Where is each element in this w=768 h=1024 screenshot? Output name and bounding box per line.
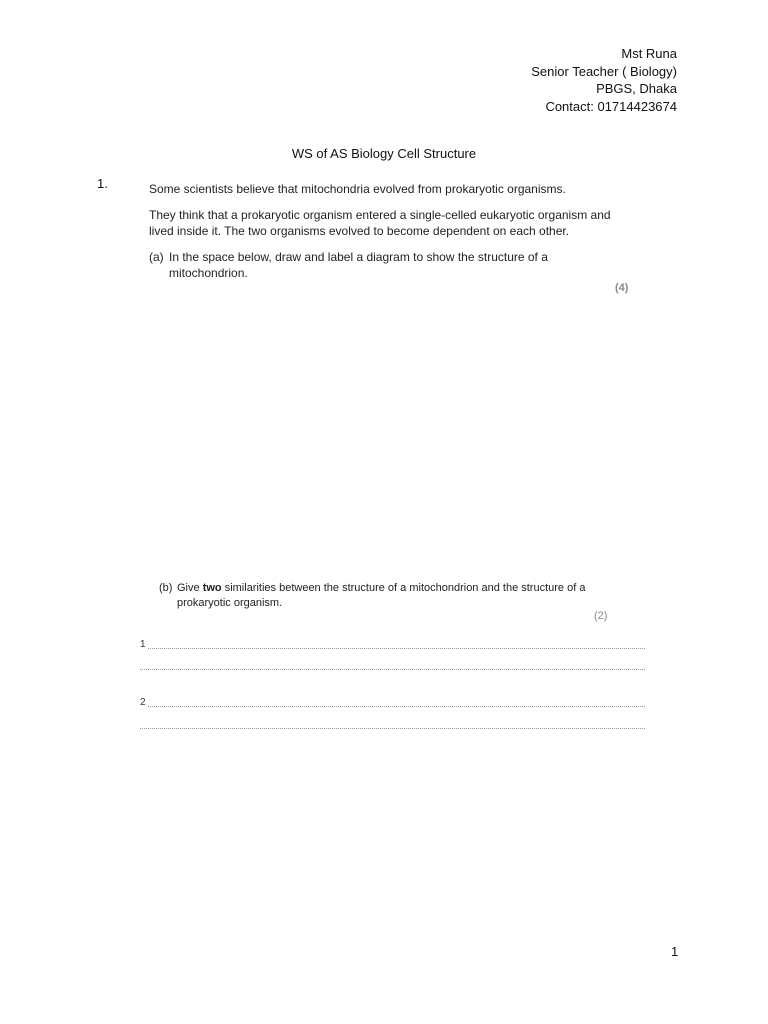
teacher-header <box>531 45 677 115</box>
teacher-name: Mst Runa <box>621 46 677 61</box>
school-name: PBGS, Dhaka <box>596 81 677 96</box>
answer-line-1-continued[interactable] <box>140 668 645 671</box>
worksheet-title-text: WS of AS Biology Cell Structure <box>291 146 477 161</box>
answer-number-1: 1 <box>140 639 146 650</box>
answer-line-2-continued[interactable] <box>140 727 645 730</box>
dotted-line <box>148 705 645 707</box>
dotted-line <box>148 647 645 649</box>
part-b-text-bold: two <box>202 582 222 594</box>
answer-number-2: 2 <box>140 697 146 708</box>
part-a-label: (a) <box>149 250 164 264</box>
question-context: They think that a prokaryotic organism entered a single-celled eukaryotic organism and lived inside it. The two organisms evolved to become dependent on each other. <box>149 208 611 238</box>
answer-line-1[interactable] <box>140 640 645 650</box>
part-b-marks: (2) <box>594 610 608 622</box>
dotted-line <box>140 727 645 729</box>
part-b-label: (b) <box>159 582 173 594</box>
page-number: 1 <box>671 944 679 959</box>
teacher-role: Senior Teacher ( Biology) <box>531 63 677 79</box>
answer-line-2[interactable] <box>140 698 645 708</box>
part-b <box>159 581 599 610</box>
part-a-text: In the space below, draw and label a diagram to show the structure of a mitochondrion. <box>169 250 548 280</box>
worksheet-title <box>0 146 768 161</box>
question-intro: Some scientists believe that mitochondria evolved from prokaryotic organisms. <box>149 182 566 196</box>
part-b-text-after: similarities between the structure of a mitochondrion and the structure of a prokaryotic organism. <box>177 582 586 609</box>
dotted-line <box>140 668 645 670</box>
contact-info: Contact: 01714423674 <box>545 98 677 114</box>
part-b-text <box>177 581 599 610</box>
part-a-marks: (4) <box>615 282 629 294</box>
part-a <box>149 250 619 281</box>
question-number: 1. <box>97 176 108 191</box>
part-b-text-before: Give <box>177 582 203 594</box>
